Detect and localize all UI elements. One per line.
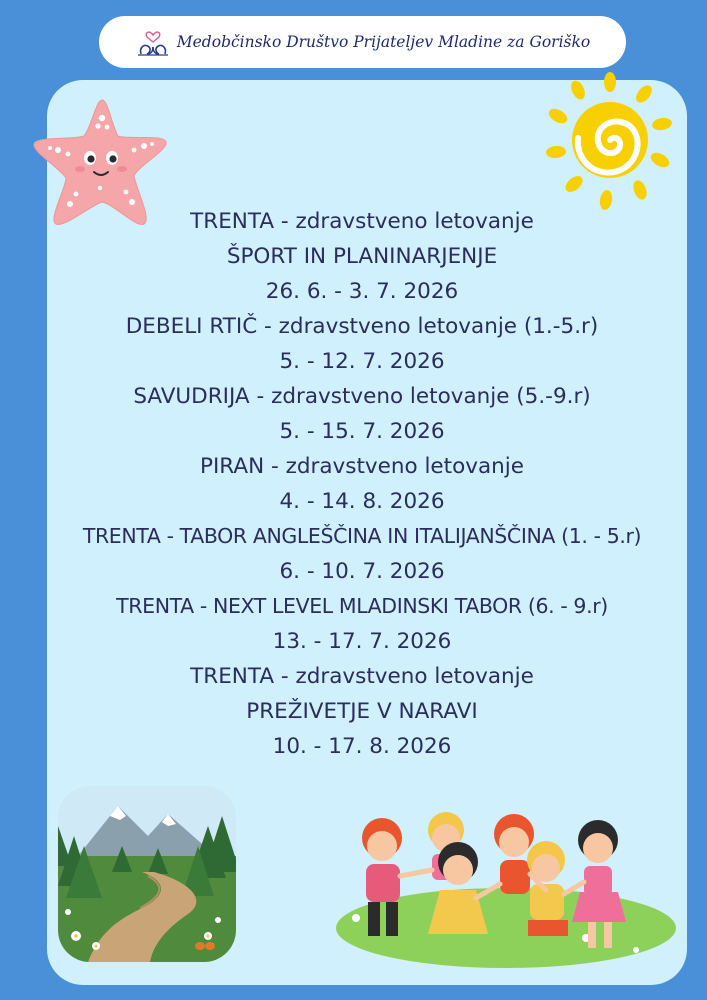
event-line: ŠPORT IN PLANINARJENJE — [226, 244, 498, 269]
event-date: 10. - 17. 8. 2026 — [272, 734, 452, 759]
event-line: SAVUDRIJA - zdravstveno letovanje (5.-9.r) — [133, 384, 591, 409]
event-list — [47, 204, 677, 764]
event-date: 13. - 17. 7. 2026 — [272, 629, 452, 654]
event-line: PREŽIVETJE V NARAVI — [246, 699, 478, 724]
event-line: DEBELI RTIČ - zdravstveno letovanje (1.-5.r) — [125, 314, 599, 339]
spiral-sun-icon — [544, 72, 674, 210]
event-line: TRENTA - zdravstveno letovanje — [190, 664, 534, 689]
event-line: TRENTA - TABOR ANGLEŠČINA IN ITALIJANŠČINA (1. - 5.r) — [82, 524, 642, 548]
mountain-path-illustration — [58, 786, 236, 962]
event-line: TRENTA - zdravstveno letovanje — [190, 209, 534, 234]
event-date: 4. - 14. 8. 2026 — [279, 489, 445, 514]
children-dancing-circle-illustration — [336, 810, 676, 970]
event-line: TRENTA - NEXT LEVEL MLADINSKI TABOR (6. - 9.r) — [116, 594, 608, 618]
event-line: PIRAN - zdravstveno letovanje — [200, 454, 524, 479]
event-date: 6. - 10. 7. 2026 — [279, 559, 445, 584]
event-date: 26. 6. - 3. 7. 2026 — [265, 279, 459, 304]
organization-title: Medobčinsko Društvo Prijateljev Mladine za Goriško — [176, 33, 591, 51]
header-banner — [99, 16, 626, 68]
heart-swans-logo-icon — [135, 27, 171, 57]
event-date: 5. - 12. 7. 2026 — [279, 349, 445, 374]
event-date: 5. - 15. 7. 2026 — [279, 419, 445, 444]
